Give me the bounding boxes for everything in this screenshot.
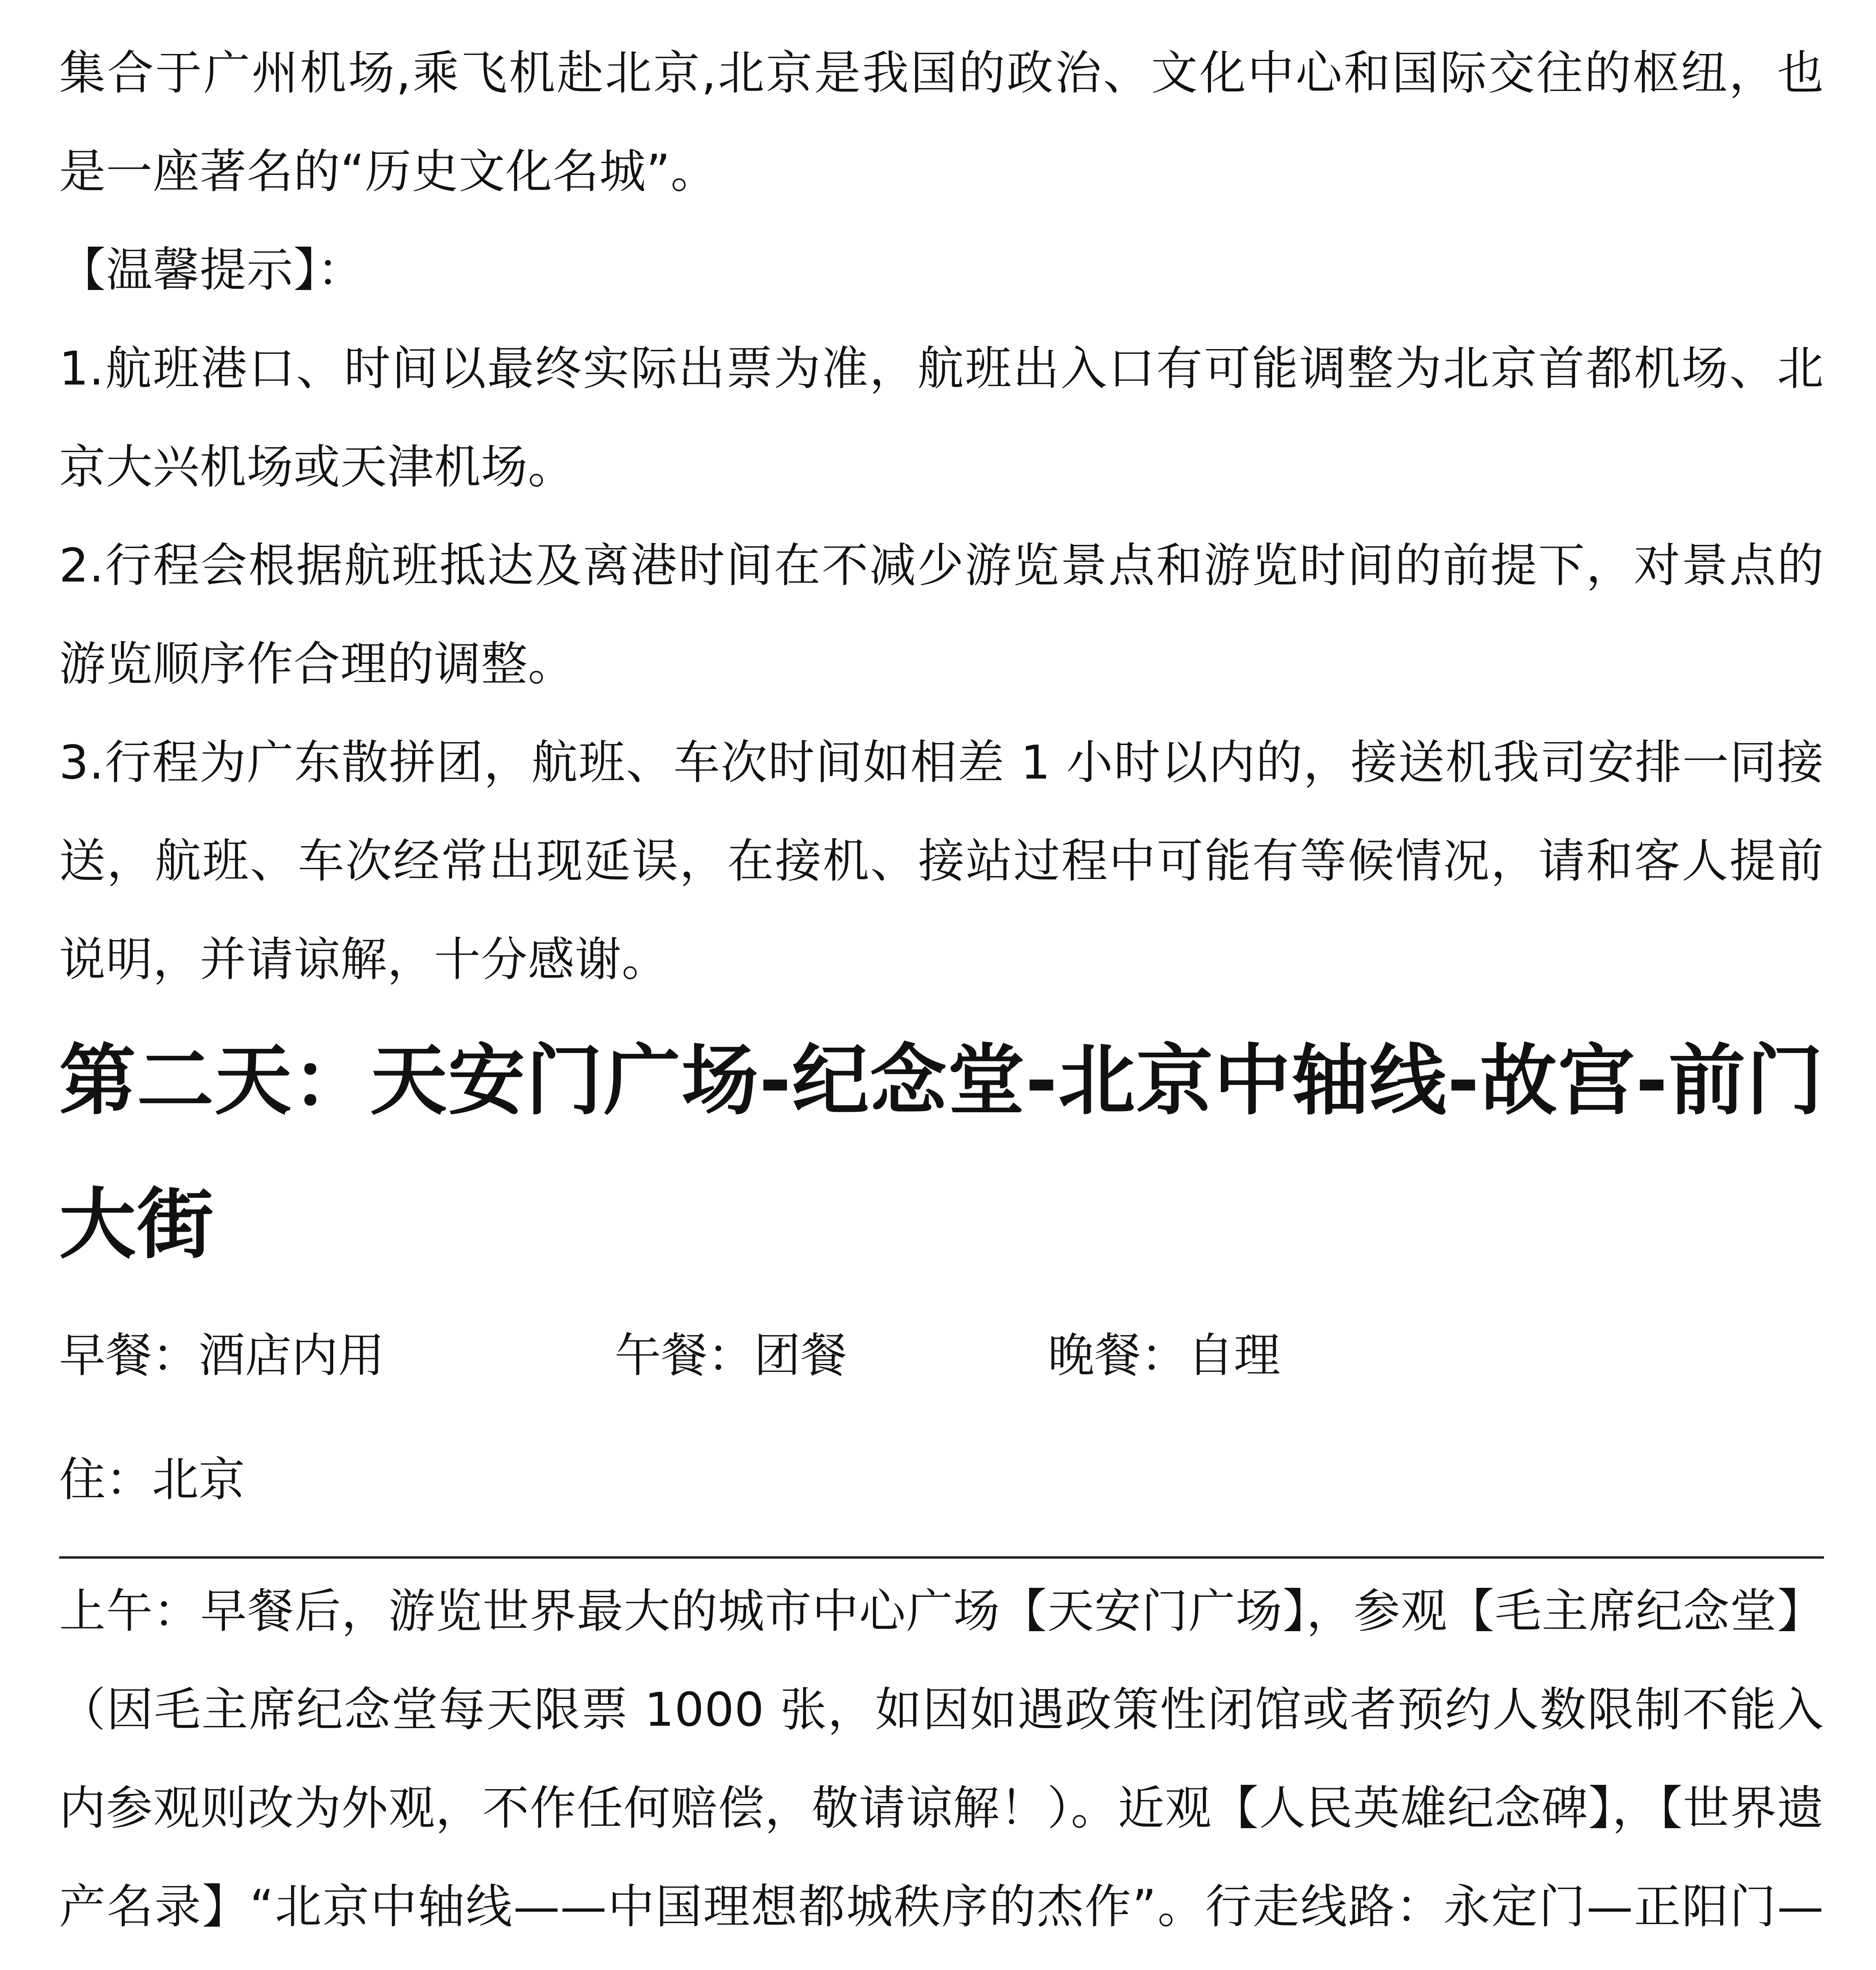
tip-item-3: 3.行程为广东散拼团，航班、车次时间如相差 1 小时以内的，接送机我司安排一同接送，航班、车次经常出现延误，在接机、接站过程中可能有等候情况，请和客人提前说明，并请谅解，十分感谢。 [59, 735, 1824, 987]
lunch-info: 午餐：团餐 [615, 1328, 847, 1383]
tip-item-2: 2.行程会根据航班抵达及离港时间在不减少游览景点和游览时间的前提下，对景点的游览顺序作合理的调整。 [59, 538, 1824, 691]
breakfast-info: 早餐：酒店内用 [59, 1328, 385, 1383]
dinner-info: 晚餐：自理 [1048, 1328, 1281, 1383]
day-2-title: 第二天：天安门广场-纪念堂-北京中轴线-故宫-前门大街 [59, 1036, 1824, 1269]
intro-paragraph: 集合于广州机场,乘飞机赴北京,北京是我国的政治、文化中心和国际交往的枢纽，也是一座著名的“历史文化名城”。 [59, 46, 1824, 199]
meals-row [59, 1296, 1824, 1414]
accommodation-info: 住：北京 [59, 1452, 245, 1507]
section-divider [59, 1556, 1824, 1559]
tip-item-1: 1.航班港口、时间以最终实际出票为准，航班出入口有可能调整为北京首都机场、北京大兴机场或天津机场。 [59, 341, 1824, 494]
morning-itinerary: 上午：早餐后，游览世界最大的城市中心广场【天安门广场】，参观【毛主席纪念堂】（因毛主席纪念堂每天限票 1000 张，如因如遇政策性闭馆或者预约人数限制不能入内参观则改为外观，不作任何赔偿，敬请谅解！）。近观【人民英雄纪念碑】，【世界遗产名录】“北京中轴线——中国理想都城秩序的杰作”。行走线路：永定门—正阳门— [59, 1584, 1824, 1934]
tips-heading: 【温馨提示】： [59, 243, 364, 297]
document-body [59, 24, 1824, 1970]
